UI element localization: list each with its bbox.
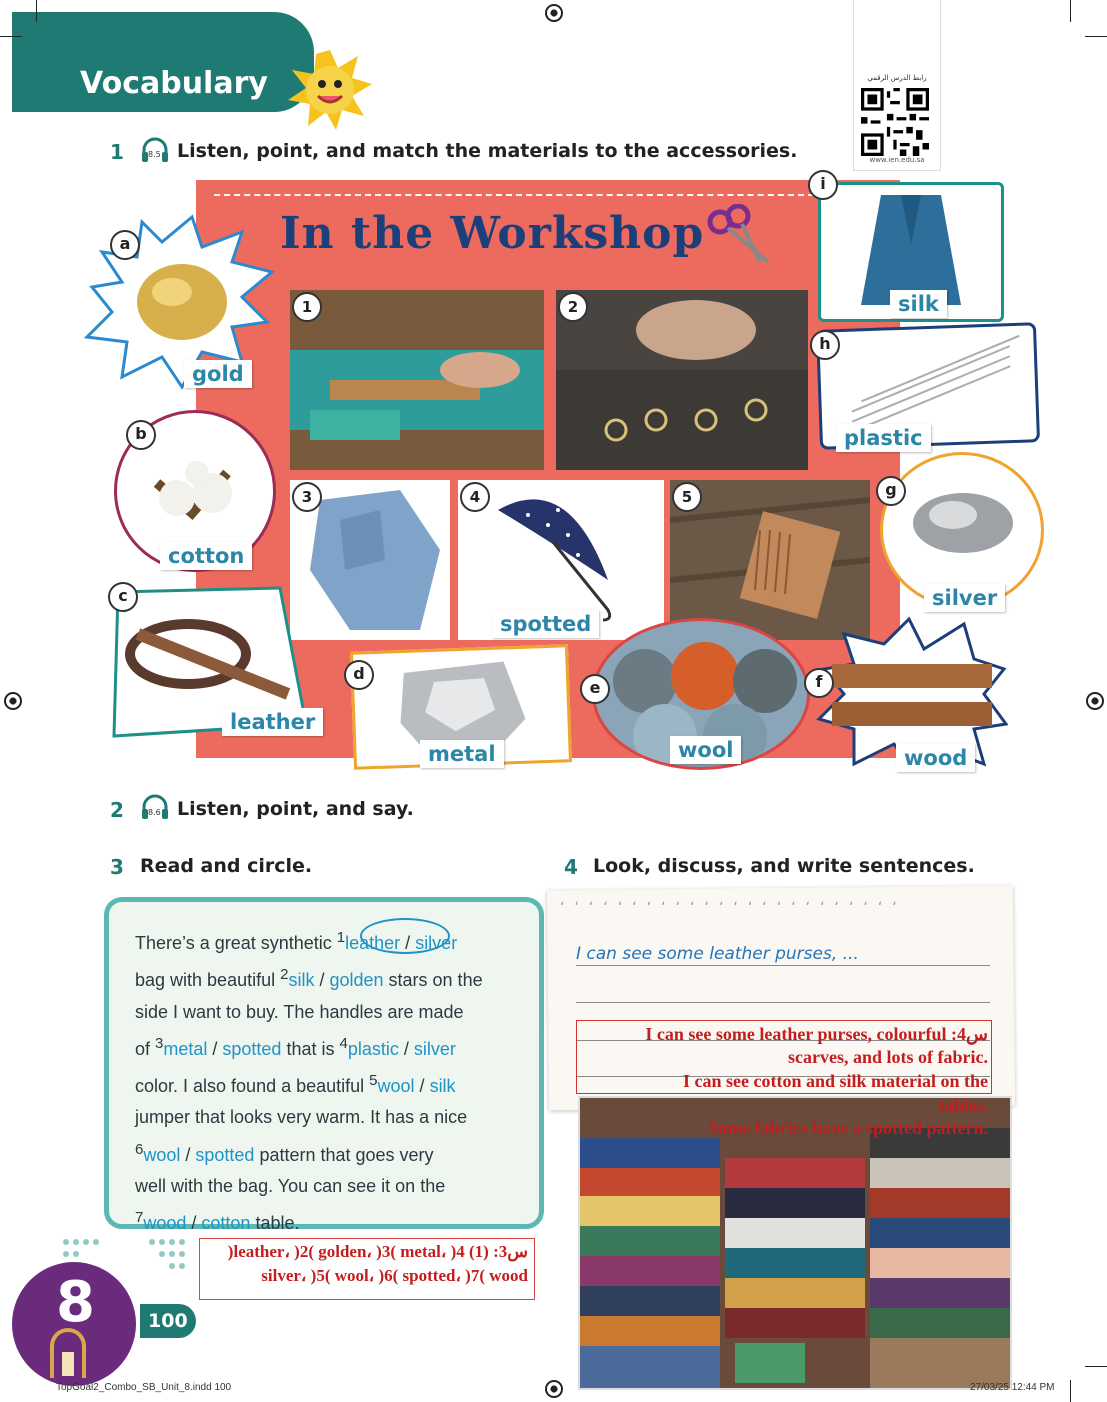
exercise-2-number: 2 xyxy=(110,798,124,822)
exercise-4-answer-line-2: scarves, and lots of fabric. xyxy=(788,1047,988,1067)
exercise-4-number: 4 xyxy=(564,855,578,879)
unit-number: 8 xyxy=(56,1270,95,1335)
audio-track-2: 8.6 xyxy=(148,808,161,817)
label-gold: gold xyxy=(184,360,252,388)
qr-url: www.ien.edu.sa xyxy=(869,156,925,164)
label-cotton: cotton xyxy=(160,542,252,570)
crop-mark xyxy=(1085,1366,1107,1367)
exercise-1-instruction: Listen, point, and match the materials to the accessories. xyxy=(177,140,798,162)
letter-f: f xyxy=(804,668,834,698)
exercise-2-instruction: Listen, point, and say. xyxy=(177,798,414,820)
option-6a[interactable]: wool xyxy=(143,1144,181,1165)
page-number: 100 xyxy=(148,1310,188,1332)
photo-number-5: 5 xyxy=(672,482,702,512)
reading-line-6: jumper that looks very warm. It has a nice xyxy=(135,1107,468,1128)
option-1b[interactable]: silver xyxy=(415,933,458,953)
option-1a[interactable]: leather xyxy=(345,933,401,953)
reading-line-5: color. I also found a beautiful $^5$wool / silk xyxy=(135,1072,456,1097)
exercise-4-answer-line-4: tables. xyxy=(938,1095,988,1115)
option-7b[interactable]: cotton xyxy=(201,1213,251,1234)
option-4b[interactable]: silver xyxy=(413,1038,456,1059)
scissors-icon xyxy=(704,204,774,268)
crop-mark xyxy=(1085,36,1107,37)
reading-line-2: bag with beautiful $^2$silk / golden stars on the xyxy=(135,966,483,991)
example-sentence: I can see some leather purses, ... xyxy=(576,944,859,964)
exercise-4-instruction: Look, discuss, and write sentences. xyxy=(593,855,975,877)
option-5a[interactable]: wool xyxy=(377,1076,415,1097)
stitch-line xyxy=(214,194,814,196)
exercise-3-number: 3 xyxy=(110,855,124,879)
qr-code-icon[interactable] xyxy=(861,88,929,156)
label-plastic: plastic xyxy=(836,424,931,452)
sun-mascot-icon xyxy=(286,48,374,132)
reading-line-1: There’s a great synthetic $^1$leather / silver xyxy=(135,929,458,953)
option-3a[interactable]: metal xyxy=(163,1038,208,1059)
label-wool: wool xyxy=(670,736,741,764)
exercise-3-answer-line-2: silver، )5( wool، )6( spotted، )7( wood xyxy=(261,1266,528,1285)
exercise-4-answer-line-1: س4: I can see some leather purses, colourful xyxy=(645,1024,988,1044)
footer-file-info: TopGoal2_Combo_SB_Unit_8.indd 100 xyxy=(56,1382,232,1393)
crop-mark xyxy=(36,0,37,22)
qr-label: رابط الدرس الرقمي xyxy=(867,74,927,82)
writing-line-2 xyxy=(576,1002,990,1003)
letter-i: i xyxy=(808,170,838,200)
label-leather: leather xyxy=(222,708,323,736)
workshop-title: In the Workshop xyxy=(280,208,705,259)
option-2b[interactable]: golden xyxy=(329,970,384,991)
section-title: Vocabulary xyxy=(80,66,268,101)
letter-b: b xyxy=(126,420,156,450)
crop-mark xyxy=(0,36,22,37)
letter-e: e xyxy=(580,674,610,704)
reading-text xyxy=(135,922,525,1240)
letter-a: a xyxy=(110,230,140,260)
letter-d: d xyxy=(344,660,374,690)
registration-mark-icon xyxy=(1086,692,1104,710)
option-7a[interactable]: wood xyxy=(143,1213,187,1234)
reading-line-3: side I want to buy. The handles are made xyxy=(135,1001,464,1022)
crop-mark xyxy=(1070,1380,1071,1402)
exercise-1-number: 1 xyxy=(110,140,124,164)
label-metal: metal xyxy=(420,740,504,768)
label-silver: silver xyxy=(924,584,1005,612)
reading-line-7: $^6$wool / spotted pattern that goes very xyxy=(135,1140,434,1165)
option-5b[interactable]: silk xyxy=(429,1076,456,1097)
option-6b[interactable]: spotted xyxy=(195,1144,255,1165)
footer-timestamp: 27/03/25 12:44 PM xyxy=(970,1382,1055,1393)
lighthouse-logo-icon xyxy=(46,1326,90,1378)
exercise-3-instruction: Read and circle. xyxy=(140,855,313,877)
spiral-binding: ‘‘‘‘‘‘‘‘‘‘‘‘‘‘‘‘‘‘‘‘‘‘‘‘ xyxy=(560,900,907,916)
exercise-4-answer-line-5: Some fabrics have a spotted pattern. xyxy=(708,1118,988,1138)
reading-line-4: of $^3$metal / spotted that is $^4$plastic / silver xyxy=(135,1034,456,1059)
option-2a[interactable]: silk xyxy=(288,970,315,991)
label-silk: silk xyxy=(890,290,947,318)
registration-mark-icon xyxy=(545,1380,563,1398)
photo-number-1: 1 xyxy=(292,292,322,322)
exercise-4-answer-line-3: I can see cotton and silk material on the xyxy=(683,1071,988,1091)
photo-number-3: 3 xyxy=(292,482,322,512)
photo-number-4: 4 xyxy=(460,482,490,512)
letter-h: h xyxy=(810,330,840,360)
reading-line-9: $^7$wood / cotton table. xyxy=(135,1209,300,1234)
option-4a[interactable]: plastic xyxy=(347,1038,399,1059)
writing-line-1 xyxy=(576,965,990,966)
photo-1-cutting-leather xyxy=(290,290,544,470)
reading-line-8: well with the bag. You can see it on the xyxy=(135,1176,446,1197)
option-3b[interactable]: spotted xyxy=(222,1038,282,1059)
letter-c: c xyxy=(108,582,138,612)
photo-2-making-rings xyxy=(556,290,808,470)
audio-track-1: 8.5 xyxy=(148,150,161,159)
label-wood: wood xyxy=(896,744,975,772)
letter-g: g xyxy=(876,476,906,506)
registration-mark-icon xyxy=(545,4,563,22)
fabric-market-photo xyxy=(578,1096,1012,1390)
umbrella-label: spotted xyxy=(492,610,599,638)
exercise-3-answer-line-1: س3: (1) leather، )2( golden، )3( metal، )4( xyxy=(227,1242,528,1261)
crop-mark xyxy=(1070,0,1071,22)
photo-number-2: 2 xyxy=(558,292,588,322)
registration-mark-icon xyxy=(4,692,22,710)
